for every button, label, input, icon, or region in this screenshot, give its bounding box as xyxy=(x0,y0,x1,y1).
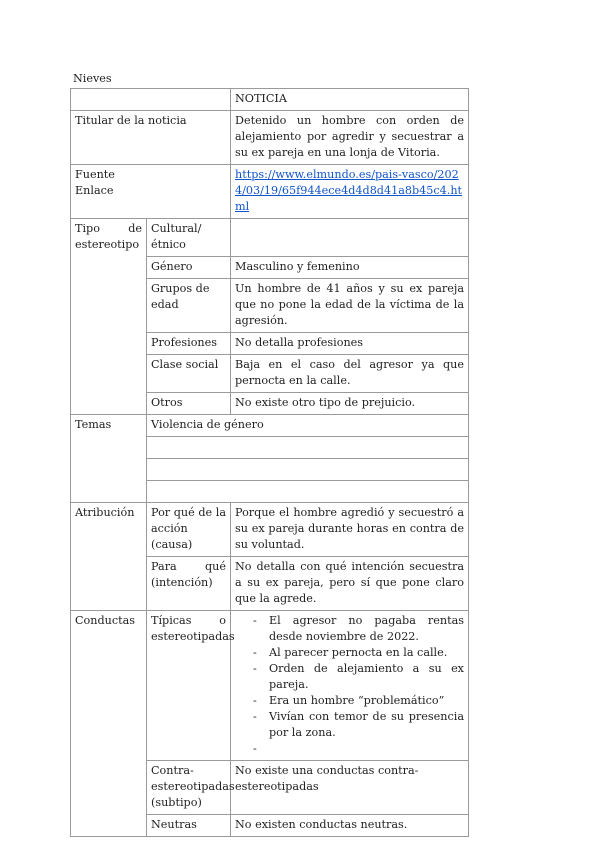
temas-label: Temas xyxy=(71,415,147,503)
conductas-tipicas-cell xyxy=(231,611,469,761)
atribucion-cat-causa: Por qué de la acción (causa) xyxy=(147,503,231,557)
temas-item xyxy=(147,481,469,503)
tipo-value-edad: Un hombre de 41 años y su ex pareja que no pone la edad de la víctima de la agresión. xyxy=(231,279,469,333)
atribucion-cat-intencion: Para qué (intención) xyxy=(147,557,231,611)
document-author: Nieves xyxy=(73,72,112,85)
temas-row xyxy=(71,415,469,437)
list-item: - Vivían con temor de su presencia por la zona. xyxy=(235,709,464,741)
conductas-contra-label: Contra-estereotipadas (subtipo) xyxy=(147,761,231,815)
tipo-value-genero: Masculino y femenino xyxy=(231,257,469,279)
list-item: - Era un hombre “problemático” xyxy=(235,693,464,709)
conductas-tipicas-list xyxy=(235,613,464,757)
list-item: - Orden de alejamiento a su ex pareja. xyxy=(235,661,464,693)
conductas-label: Conductas xyxy=(71,611,147,837)
atribucion-value-intencion: No detalla con qué intención secuestra a su ex pareja, pero sí que pone claro que la agrede. xyxy=(231,557,469,611)
fuente-row xyxy=(71,165,469,219)
tipo-cat-genero: Género xyxy=(147,257,231,279)
conductas-tipicas-label: Típicas o estereotipadas xyxy=(147,611,231,761)
list-item: - El agresor no pagaba rentas desde noviembre de 2022. xyxy=(235,613,464,645)
list-item xyxy=(235,741,464,757)
list-item: - Al parecer pernocta en la calle. xyxy=(235,645,464,661)
atribucion-value-causa: Porque el hombre agredió y secuestró a su ex pareja durante horas en contra de su voluntad. xyxy=(231,503,469,557)
titular-row xyxy=(71,111,469,165)
conductas-neutras-label: Neutras xyxy=(147,815,231,837)
header-row xyxy=(71,89,469,111)
tipo-value-clase: Baja en el caso del agresor ya que pernocta en la calle. xyxy=(231,355,469,393)
titular-label: Titular de la noticia xyxy=(71,111,231,165)
tipo-cat-cultural: Cultural/étnico xyxy=(147,219,231,257)
atribucion-row xyxy=(71,503,469,557)
source-link[interactable]: https://www.elmundo.es/pais-vasco/2024/03/19/65f944ece4d4d8d41a8b45c4.html xyxy=(235,168,463,213)
temas-item: Violencia de género xyxy=(147,415,469,437)
tipo-value-otros: No existe otro tipo de prejuicio. xyxy=(231,393,469,415)
header-label-cell xyxy=(71,89,231,111)
temas-item xyxy=(147,459,469,481)
tipo-value-profesiones: No detalla profesiones xyxy=(231,333,469,355)
tipo-estereotipo-label: Tipo de estereotipo xyxy=(71,219,147,415)
enlace-label: Enlace xyxy=(75,184,114,197)
tipo-cat-profesiones: Profesiones xyxy=(147,333,231,355)
fuente-label-cell xyxy=(71,165,231,219)
titular-value: Detenido un hombre con orden de alejamiento por agredir y secuestrar a su ex pareja en una lonja de Vitoria. xyxy=(231,111,469,165)
temas-item xyxy=(147,437,469,459)
fuente-link-cell xyxy=(231,165,469,219)
tipo-value-cultural xyxy=(231,219,469,257)
fuente-label: Fuente xyxy=(75,168,115,181)
atribucion-label: Atribución xyxy=(71,503,147,611)
conductas-contra-value: No existe una conductas contra- estereotipadas xyxy=(231,761,469,815)
tipo-cat-clase: Clase social xyxy=(147,355,231,393)
news-analysis-table xyxy=(70,88,469,837)
tipo-row xyxy=(71,219,469,257)
header-title: NOTICIA xyxy=(231,89,469,111)
conductas-row xyxy=(71,611,469,761)
tipo-cat-otros: Otros xyxy=(147,393,231,415)
tipo-cat-edad: Grupos de edad xyxy=(147,279,231,333)
conductas-neutras-value: No existen conductas neutras. xyxy=(231,815,469,837)
